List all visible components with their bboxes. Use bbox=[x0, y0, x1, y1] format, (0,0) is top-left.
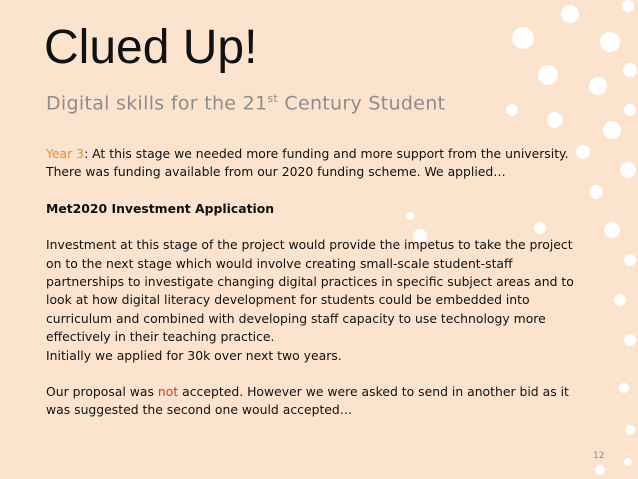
proposal-start: Our proposal was bbox=[46, 384, 158, 400]
proposal-line-2: was suggested the second one would accepted… bbox=[46, 402, 353, 418]
page-number: 12 bbox=[593, 451, 605, 461]
slide-subtitle bbox=[46, 92, 445, 114]
proposal-end: accepted. However we were asked to send in another bid as it bbox=[178, 384, 569, 400]
investment-line: effectively in their teaching practice. bbox=[46, 329, 275, 345]
slide-body bbox=[46, 145, 606, 420]
investment-line: on to the next stage which would involve creating small-scale student-staff bbox=[46, 255, 513, 271]
investment-line: look at how digital literacy development for students could be embedded into bbox=[46, 292, 530, 308]
proposal-not-word: not bbox=[157, 384, 179, 400]
subtitle-main: Digital skills for the 21 bbox=[46, 92, 268, 115]
investment-line: partnerships to investigate changing digital practices in specific subject areas and to bbox=[46, 274, 574, 290]
investment-line: Initially we applied for 30k over next two years. bbox=[46, 347, 342, 363]
investment-line: curriculum and combined with developing staff capacity to use technology more bbox=[46, 310, 546, 326]
year-line-2: There was funding available from our 2020 funding scheme. We applied… bbox=[46, 164, 506, 180]
year-text: : At this stage we needed more funding and more support from the university. bbox=[84, 146, 569, 161]
year-label: Year 3 bbox=[46, 146, 85, 161]
investment-line: Investment at this stage of the project would provide the impetus to take the project bbox=[46, 237, 573, 253]
subtitle-superscript: st bbox=[267, 92, 279, 105]
slide-title: Clued Up! bbox=[44, 21, 258, 74]
year-paragraph bbox=[46, 145, 606, 163]
subtitle-end: Century Student bbox=[278, 92, 446, 115]
proposal-paragraph bbox=[46, 383, 606, 401]
section-heading: Met2020 Investment Application bbox=[46, 200, 275, 216]
